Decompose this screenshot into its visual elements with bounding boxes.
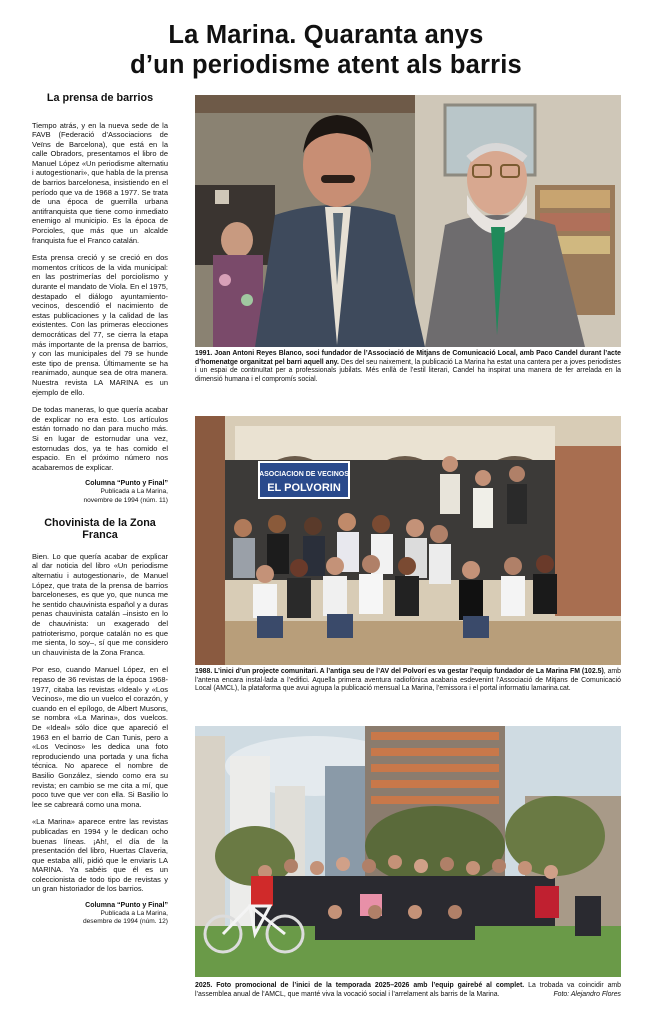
article1-signature xyxy=(32,480,168,505)
photo-1988 xyxy=(195,416,621,665)
article1-heading: La prensa de barrios xyxy=(46,92,154,104)
signature-publication: Publicada a La Marina, xyxy=(100,910,168,918)
photo-1991 xyxy=(195,95,621,347)
photo-1988-image xyxy=(195,416,621,665)
title-line-1: La Marina. Quaranta anys xyxy=(168,21,484,49)
article2-heading: Chovinista de la Zona Franca xyxy=(44,516,156,542)
caption-bold: 2025. Foto promocional de l’inici de la temporada 2025–2026 amb l’equip gairebé al complet. xyxy=(195,982,525,989)
sign-line-1: ASOCIACION DE VECINOS xyxy=(259,471,349,478)
title-line-2: d’un periodisme atent als barris xyxy=(130,51,522,79)
article2-signature xyxy=(32,902,168,927)
signature-date: novembre de 1994 (núm. 11) xyxy=(83,496,168,504)
photo-1991-image xyxy=(195,95,621,347)
signature-title: Columna “Punto y Final” xyxy=(85,902,168,910)
photo-1988-caption xyxy=(195,668,621,694)
article1-paragraph: De todas maneras, lo que quería acabar de explicar no era esto. Los artículos están tornado no dan para mucho más. Si en lugar de estornudar una vez, estornudas dos, ya te has comido el espacio. En el próximo número nos acabaremos de explicar. xyxy=(32,405,168,472)
left-column xyxy=(32,92,168,939)
caption-text: La trobada va coincidir amb l’assemblea anual de l’AMCL, que manté viva la vocació social i l’arrelament als barris de la Marina. xyxy=(195,982,621,998)
caption-text: Des del seu naixement, la publicació La Marina ha estat una cantera per a joves periodistes i un espai de continuïtat per a professionals jubilats. Més enllà de l’estil literari, Candel ha inspirat una manera de fer arrelada en la dimensió humana i el compromís social. xyxy=(195,358,621,383)
article1-paragraph: Esta prensa creció y se creció en dos momentos críticos de la vida municipal: en las postrimerías del porciolismo y durante el mandato de Viola. En el 1975, destapado el diálogo ayuntamiento-vecinos, descendió el nacimiento de estas publicaciones y la calidad de las existentes. Con las primeras elecciones democráticas del 77, se cierra la etapa más importante de la prensa de barrios, y con las municipales del 79 se hunde este tipo de prensa. Últimamente se ha reanimado, aunque sea de otra manera. Nuestra revista LA MARINA es un ejemplo de ello. xyxy=(32,253,168,397)
caption-bold: 1988. L’inici d’un projecte comunitari. A l’antiga seu de l’AV del Polvorí es va gestar l’equip fundador de La Marina FM (102.5) xyxy=(195,668,604,675)
photo-2025 xyxy=(195,726,621,977)
signature-date: desembre de 1994 (núm. 12) xyxy=(82,918,168,926)
article2-paragraph: Por eso, cuando Manuel López, en el repaso de 36 revistas de la época 1968-1977, citaba las revistas «Ideal» y «Los Vecinos», me dio un vuelco el corazón, y cuando en el epílogo, de Albert Musons, se nombra «La Marina», dos vuelcos. De «Ideal» sólo dice que apareció el 1963 en el barrio de Can Tunis, pero a «Los Vecinos» les dedica una foto reproduciendo una portada y una ficha técnica. No aparece el nombre de Basilio González, siendo como era su revista; en cambio se me cita a mí, que poco tuve que ver con ella. Si Basilio lo lee se cabreará como una mona. xyxy=(32,665,168,809)
page-title xyxy=(0,20,652,80)
caption-text: , amb l’antena encara instal·lada a l’edifici. Aquella primera aventura radiofònica acabaria esdevenint l’Associació de Mitjans de Comunicació Local (AMCL), la plataforma que avui agrupa la publicació mensual La Marina, l’emissora i el portal informatiu lamarina.cat. xyxy=(195,668,622,693)
article2-paragraph: «La Marina» aparece entre las revistas publicadas en 1994 y le dedican ocho buenas líneas. ¡Ah!, el día de la presentación del libro, Huertas Claveria, que estaba allí, pidió que le enviaris LA MARINA. Ya sabéis que él es un coleccionista de todo tipo de revistas y un gran historiador de los barrios. xyxy=(32,817,168,894)
photo-2025-caption xyxy=(195,982,621,999)
sign-line-2: EL POLVORIN xyxy=(267,482,341,494)
signature-publication: Publicada a La Marina, xyxy=(100,488,168,496)
signature-title: Columna “Punto y Final” xyxy=(85,480,168,488)
article1-paragraph: Tiempo atrás, y en la nueva sede de la FAVB (Federació d’Associacions de Veïns de Barcelona), que está en la calle Obradors, presentamos el libro de Manuel López «Un periodisme alternatiu i autogestionari», que habla de la prensa de barrios barcelonesa, insistiendo en el período que va de 1968 a 1977. Se trata de una época de guerrilla urbana antifranquista que tiene como inmediato enemigo al municipio. Es la época de Porcioles, que más que un alcalde franquista fue el Franco catalán. xyxy=(32,120,168,245)
article2-paragraph: Bien. Lo que quería acabar de explicar al dar noticia del libro «Un periodisme alternatiu i autogestionari», de Manuel López, que trata de la prensa de barrios barceloneses, es que yo, que nunca me he sentido chauvinista español y a duras penas chauvinista catalán –insisto en lo de chauvinista: un exagerado del patrioterismo, porque catalán no es que me sienta, lo soy–, sí que me considero un chauvinista de la Zona Franca. xyxy=(32,551,168,657)
photo-1991-caption xyxy=(195,350,621,384)
photo-2025-image xyxy=(195,726,621,977)
caption-bold: 1991. Joan Antoni Reyes Blanco, soci fundador de l’Associació de Mitjans de Comunicació Local, amb Paco Candel durant l’acte d’homenatge organitzat pel barri aquell any. xyxy=(195,350,621,366)
photo-credit: Foto: Alejandro Flores xyxy=(553,990,621,998)
